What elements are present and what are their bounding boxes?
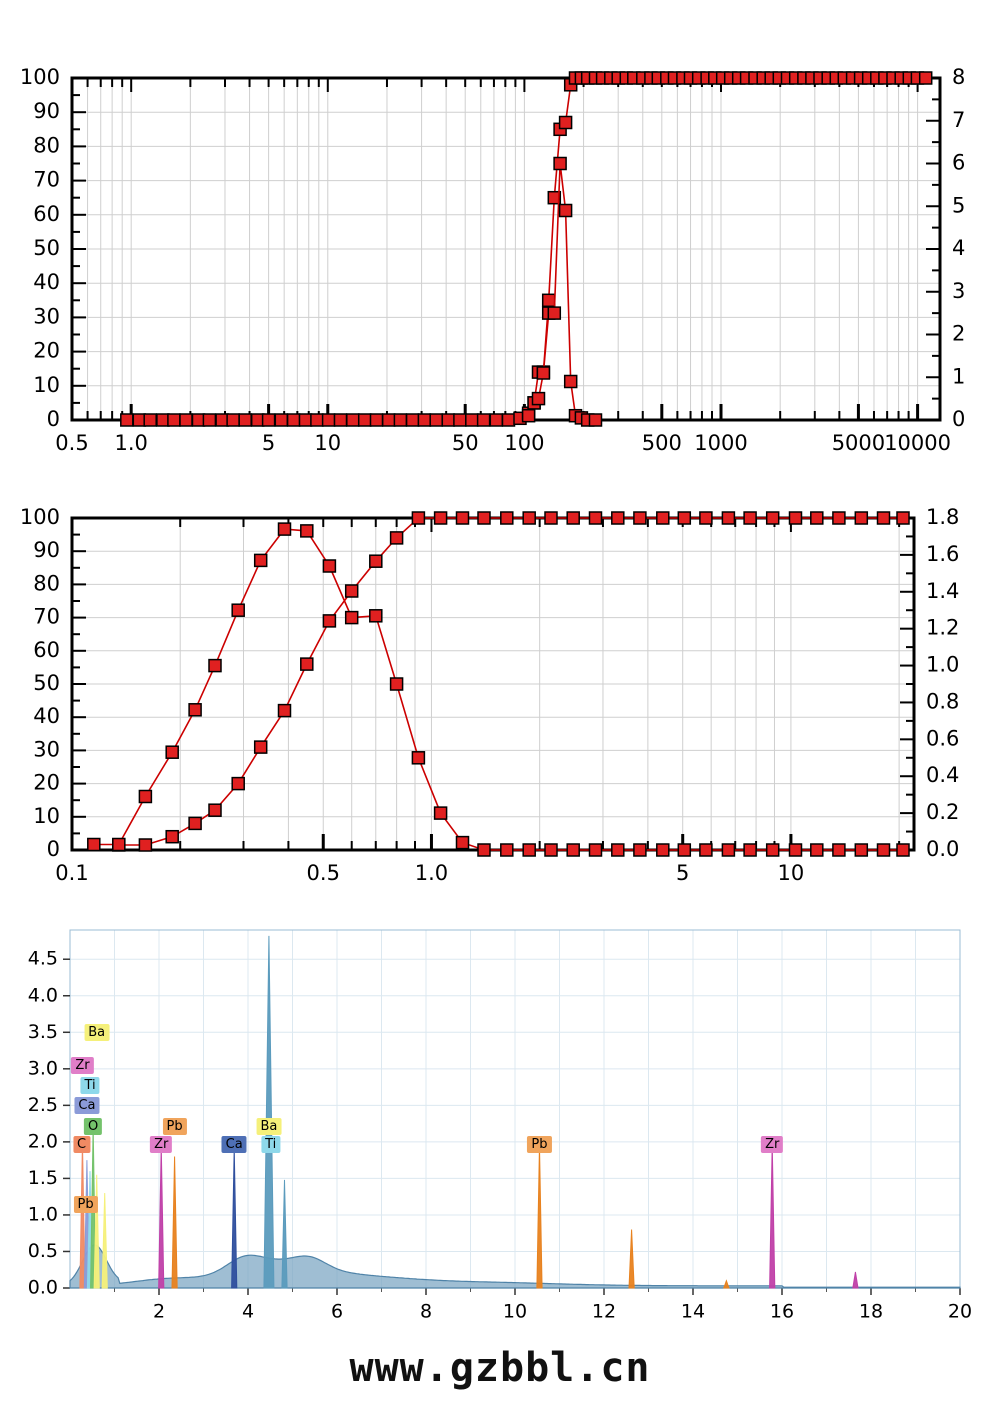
y2-tick-label: 1.6 bbox=[926, 541, 960, 566]
particle-size-chart-top bbox=[0, 0, 1000, 470]
y-tick-label: 30 bbox=[33, 304, 60, 329]
y2-tick-label: 1.0 bbox=[926, 652, 960, 677]
y2-tick-label: 1.4 bbox=[926, 578, 960, 603]
y2-tick-label: 1.8 bbox=[926, 505, 960, 529]
y2-tick-label: 4 bbox=[952, 236, 966, 260]
x-tick-label: 1.0 bbox=[414, 861, 449, 885]
y2-tick-label: 2 bbox=[952, 321, 966, 346]
x-tick-label: 5 bbox=[261, 431, 276, 455]
x-tick-label: 0.5 bbox=[55, 431, 89, 455]
y2-tick-label: 5 bbox=[952, 193, 966, 218]
y2-tick-label: 0.4 bbox=[926, 763, 960, 788]
eds-label-ti-2: Ti bbox=[80, 1077, 99, 1094]
y2-tick-label: 7 bbox=[952, 107, 966, 132]
x-tick-label: 14 bbox=[680, 1300, 706, 1323]
series-line bbox=[119, 518, 903, 845]
x-tick-label: 5000 bbox=[831, 431, 886, 455]
series-markers bbox=[113, 512, 909, 851]
x-tick-label: 6 bbox=[330, 1300, 344, 1323]
y-tick-label: 0 bbox=[46, 837, 60, 861]
y-tick-label: 90 bbox=[33, 538, 60, 563]
y2-tick-label: 0 bbox=[952, 407, 966, 431]
eds-label-zr-1: Zr bbox=[71, 1057, 93, 1074]
y2-tick-label: 0.6 bbox=[926, 726, 960, 751]
eds-label-c-5: C bbox=[73, 1136, 90, 1153]
panel2-svg bbox=[0, 470, 1000, 910]
x-tick-label: 100 bbox=[504, 431, 545, 455]
y2-tick-label: 0.8 bbox=[926, 689, 960, 714]
y-tick-label: 0.5 bbox=[27, 1239, 58, 1262]
x-tick-label: 18 bbox=[858, 1300, 884, 1323]
x-tick-label: 1000 bbox=[694, 431, 748, 455]
y-tick-label: 40 bbox=[33, 704, 60, 729]
eds-label-zr-13: Zr bbox=[761, 1136, 783, 1153]
x-tick-label: 4 bbox=[241, 1300, 255, 1323]
y2-tick-label: 0.2 bbox=[926, 800, 960, 825]
eds-label-ca-3: Ca bbox=[74, 1097, 99, 1114]
eds-label-pb-12: Pb bbox=[527, 1136, 551, 1153]
y-tick-label: 90 bbox=[33, 99, 60, 124]
y-tick-label: 30 bbox=[33, 737, 60, 762]
x-tick-label: 20 bbox=[947, 1300, 973, 1323]
series-line bbox=[529, 164, 596, 421]
y-tick-label: 10 bbox=[33, 372, 60, 397]
x-tick-label: 10 bbox=[502, 1300, 528, 1323]
eds-label-ba-0: Ba bbox=[84, 1024, 109, 1041]
eds-element-labels bbox=[0, 910, 1000, 1330]
gridlines bbox=[72, 78, 940, 420]
x-tick-label: 50 bbox=[451, 431, 479, 455]
y-tick-label: 80 bbox=[33, 133, 60, 158]
x-tick-label: 8 bbox=[419, 1300, 433, 1323]
y-tick-label: 60 bbox=[33, 201, 60, 226]
y-tick-label: 1.5 bbox=[27, 1166, 58, 1189]
y-tick-label: 4.5 bbox=[27, 947, 58, 970]
y-tick-label: 1.0 bbox=[27, 1203, 58, 1226]
x-tick-label: 10000 bbox=[884, 431, 952, 455]
eds-label-ba-10: Ba bbox=[256, 1118, 281, 1135]
y-tick-label: 2.0 bbox=[27, 1130, 58, 1153]
x-tick-label: 10 bbox=[314, 431, 342, 455]
y-tick-label: 20 bbox=[33, 770, 60, 795]
y-tick-label: 100 bbox=[19, 65, 60, 89]
y2-tick-label: 1 bbox=[952, 364, 966, 389]
series-line bbox=[94, 529, 903, 850]
y-tick-label: 0 bbox=[46, 407, 60, 431]
x-tick-label: 0.1 bbox=[55, 861, 89, 885]
eds-label-zr-7: Zr bbox=[150, 1136, 172, 1153]
y-tick-label: 50 bbox=[33, 671, 60, 695]
y-tick-label: 10 bbox=[33, 803, 60, 828]
y-tick-label: 3.0 bbox=[27, 1057, 58, 1080]
y-tick-label: 100 bbox=[19, 505, 60, 529]
y-tick-label: 0.0 bbox=[27, 1276, 58, 1299]
y-tick-label: 50 bbox=[33, 236, 60, 260]
x-tick-label: 5 bbox=[676, 861, 690, 885]
x-tick-label: 2 bbox=[152, 1300, 166, 1323]
x-tick-label: 12 bbox=[591, 1300, 617, 1323]
y-tick-label: 20 bbox=[33, 338, 60, 363]
x-tick-label: 10 bbox=[777, 861, 805, 885]
x-tick-label: 1.0 bbox=[114, 431, 148, 455]
x-tick-label: 16 bbox=[769, 1300, 795, 1323]
y2-tick-label: 0.0 bbox=[926, 837, 960, 861]
watermark: www.gzbbl.cn bbox=[349, 1345, 651, 1391]
y-tick-label: 70 bbox=[33, 167, 60, 192]
eds-label-o-4: O bbox=[84, 1118, 102, 1135]
eds-label-pb-8: Pb bbox=[163, 1118, 187, 1135]
y2-tick-label: 1.2 bbox=[926, 615, 960, 640]
y2-tick-label: 3 bbox=[952, 278, 966, 303]
panel1-svg bbox=[0, 0, 1000, 470]
y-tick-label: 80 bbox=[33, 571, 60, 596]
eds-label-ca-9: Ca bbox=[222, 1136, 247, 1153]
x-tick-label: 500 bbox=[641, 431, 682, 455]
y-tick-label: 70 bbox=[33, 604, 60, 629]
y-tick-label: 40 bbox=[33, 270, 60, 295]
eds-spectrum-chart bbox=[0, 910, 1000, 1330]
x-tick-label: 0.5 bbox=[306, 861, 340, 885]
eds-label-pb-6: Pb bbox=[74, 1196, 98, 1213]
y-tick-label: 2.5 bbox=[27, 1093, 58, 1116]
y-tick-label: 4.0 bbox=[27, 984, 58, 1007]
particle-size-chart-bottom bbox=[0, 470, 1000, 910]
y2-tick-label: 8 bbox=[952, 65, 966, 89]
gridlines bbox=[72, 518, 914, 850]
eds-label-ti-11: Ti bbox=[261, 1136, 280, 1153]
y-tick-label: 3.5 bbox=[27, 1020, 58, 1043]
y-tick-label: 60 bbox=[33, 637, 60, 662]
y2-tick-label: 6 bbox=[952, 150, 966, 175]
